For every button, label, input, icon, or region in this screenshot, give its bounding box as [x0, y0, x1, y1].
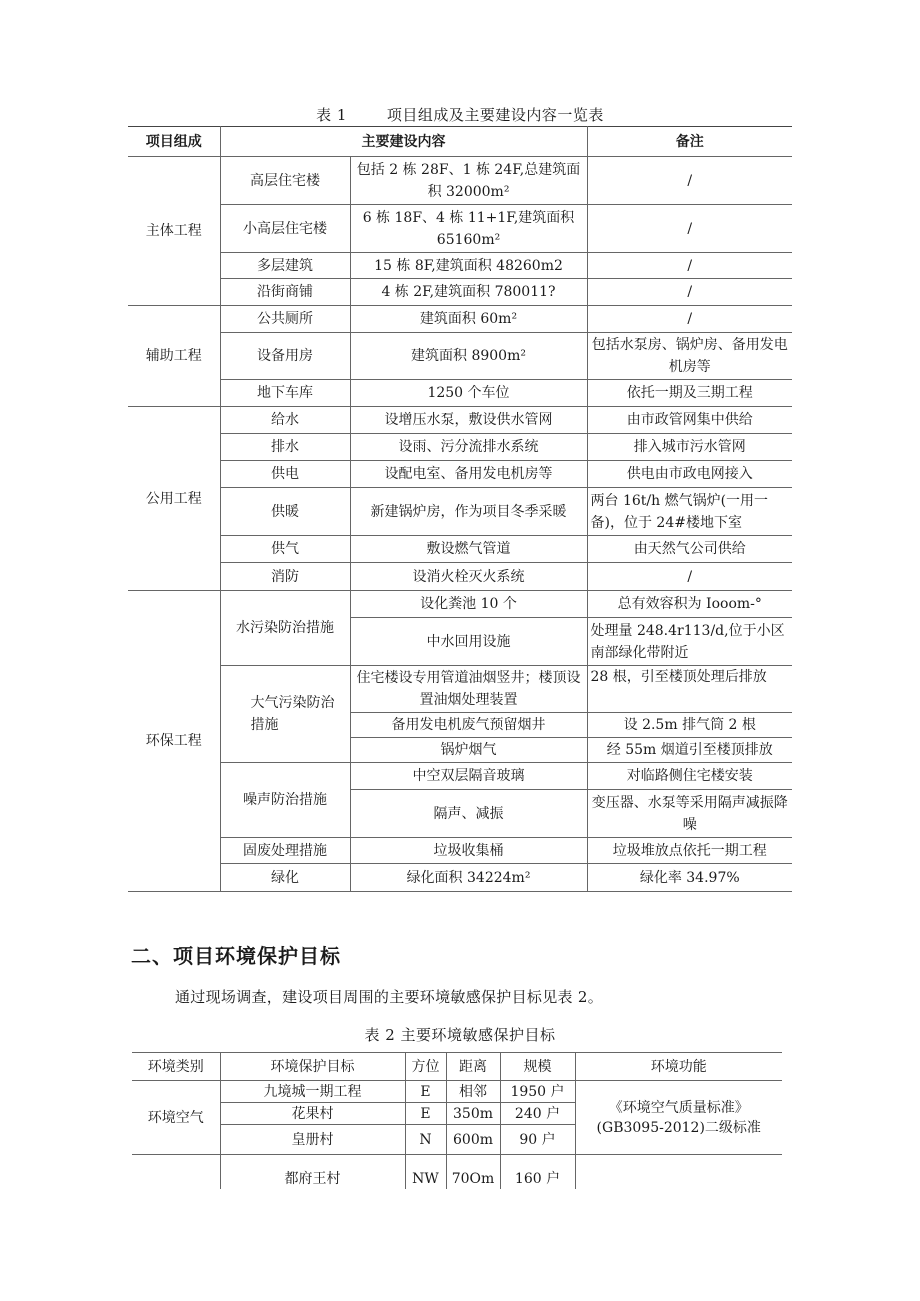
- content-cell: 4 栋 2F,建筑面积 780011?: [350, 279, 587, 306]
- table-row: [128, 253, 792, 279]
- project-composition-table: [128, 126, 792, 892]
- table-row: [128, 333, 792, 380]
- header-category: 环境类别: [132, 1053, 220, 1081]
- item-cell: 设备用房: [220, 333, 350, 380]
- category-cell-empty: [132, 1155, 220, 1189]
- sub-item-noise: 噪声防治措施: [220, 763, 350, 838]
- table-row: [128, 488, 792, 536]
- table-row: [128, 279, 792, 306]
- header-project-group: 项目组成: [128, 127, 220, 157]
- content-cell: 敷设燃气管道: [350, 536, 587, 563]
- table1-caption-title: 项目组成及主要建设内容一览表: [386, 106, 604, 124]
- content-cell: 绿化面积 34224m²: [350, 864, 587, 892]
- distance-cell: 70Om: [446, 1155, 500, 1189]
- table-row: [128, 666, 792, 713]
- table-row: [128, 157, 792, 205]
- note-cell: 排入城市污水管网: [587, 434, 792, 461]
- header-function: 环境功能: [575, 1053, 782, 1081]
- table-row: [128, 864, 792, 892]
- target-cell: 都府王村: [220, 1155, 405, 1189]
- content-cell: 6 栋 18F、4 栋 11+1F,建筑面积 65160m²: [350, 205, 587, 253]
- scale-cell: 90 户: [500, 1125, 575, 1155]
- sub-item-water-pollution: 水污染防治措施: [220, 591, 350, 666]
- section-heading: 二、项目环境保护目标: [131, 944, 341, 968]
- note-cell: 28 根，引至楼顶处理后排放: [587, 666, 792, 713]
- sub-item-air-pollution: 大气污染防治措施: [220, 666, 350, 763]
- table-row: [128, 306, 792, 333]
- table-row: [128, 205, 792, 253]
- target-cell: 九境城一期工程: [220, 1081, 405, 1103]
- function-standard-name: 《环境空气质量标准》: [608, 1099, 749, 1116]
- content-cell: 设配电室、备用发电机房等: [350, 461, 587, 488]
- item-cell: 消防: [220, 563, 350, 591]
- environment-protection-targets-table: [132, 1052, 782, 1189]
- item-cell: 高层住宅楼: [220, 157, 350, 205]
- content-cell: 中水回用设施: [350, 618, 587, 666]
- note-cell: 经 55m 烟道引至楼顶排放: [587, 738, 792, 763]
- scale-cell: 240 户: [500, 1103, 575, 1125]
- item-cell: 排水: [220, 434, 350, 461]
- direction-cell: NW: [405, 1155, 446, 1189]
- note-cell: /: [587, 157, 792, 205]
- content-cell: 1250 个车位: [350, 380, 587, 407]
- direction-cell: E: [405, 1103, 446, 1125]
- sub-item-solid-waste: 固废处理措施: [220, 838, 350, 864]
- content-cell: 中空双层隔音玻璃: [350, 763, 587, 790]
- note-cell: 对临路侧住宅楼安装: [587, 763, 792, 790]
- distance-cell: 600m: [446, 1125, 500, 1155]
- item-cell: 小高层住宅楼: [220, 205, 350, 253]
- header-target: 环境保护目标: [220, 1053, 405, 1081]
- content-cell: 包括 2 栋 28F、1 栋 24F,总建筑面积 32000m²: [350, 157, 587, 205]
- table-row: [128, 407, 792, 434]
- table-row: [128, 434, 792, 461]
- header-direction: 方位: [405, 1053, 446, 1081]
- note-cell: /: [587, 253, 792, 279]
- item-cell: 供气: [220, 536, 350, 563]
- item-cell: 多层建筑: [220, 253, 350, 279]
- content-cell: 设消火栓灭火系统: [350, 563, 587, 591]
- content-cell: 建筑面积 8900m²: [350, 333, 587, 380]
- item-cell: 地下车库: [220, 380, 350, 407]
- content-cell: 设雨、污分流排水系统: [350, 434, 587, 461]
- group-cell-auxiliary: 辅助工程: [128, 306, 220, 407]
- note-cell: /: [587, 205, 792, 253]
- content-cell: 15 栋 8F,建筑面积 48260m2: [350, 253, 587, 279]
- function-standard-grade: (GB3095-2012)二级标准: [596, 1119, 761, 1136]
- note-cell: /: [587, 306, 792, 333]
- table-row: [128, 536, 792, 563]
- item-cell: 沿街商铺: [220, 279, 350, 306]
- note-cell: 设 2.5m 排气筒 2 根: [587, 713, 792, 738]
- category-cell-air: 环境空气: [132, 1081, 220, 1155]
- note-cell: 变压器、水泵等采用隔声减振降噪: [587, 790, 792, 838]
- direction-cell: E: [405, 1081, 446, 1103]
- target-cell: 皇册村: [220, 1125, 405, 1155]
- table-row: [128, 838, 792, 864]
- group-cell-environmental: 环保工程: [128, 591, 220, 892]
- item-cell: 供电: [220, 461, 350, 488]
- table1-caption-number: 表 1: [316, 106, 347, 124]
- table2-caption: 表 2 主要环境敏感保护目标: [364, 1026, 556, 1044]
- function-cell: [575, 1081, 782, 1155]
- table-row: [128, 763, 792, 790]
- note-cell: /: [587, 563, 792, 591]
- table-row: [132, 1155, 782, 1189]
- content-cell: 设增压水泵，敷设供水管网: [350, 407, 587, 434]
- header-main-content: 主要建设内容: [220, 127, 587, 157]
- direction-cell: N: [405, 1125, 446, 1155]
- item-cell: 供暖: [220, 488, 350, 536]
- item-cell: 公共厕所: [220, 306, 350, 333]
- content-cell: 设化粪池 10 个: [350, 591, 587, 618]
- content-cell: 隔声、减振: [350, 790, 587, 838]
- note-cell: 绿化率 34.97%: [587, 864, 792, 892]
- content-cell: 锅炉烟气: [350, 738, 587, 763]
- group-cell-public: 公用工程: [128, 407, 220, 591]
- item-cell: 给水: [220, 407, 350, 434]
- distance-cell: 350m: [446, 1103, 500, 1125]
- table-header-row: [132, 1053, 782, 1081]
- content-cell: 建筑面积 60m²: [350, 306, 587, 333]
- function-cell-empty: [575, 1155, 782, 1189]
- table-row: [128, 591, 792, 618]
- note-cell: 垃圾堆放点依托一期工程: [587, 838, 792, 864]
- table-row: [128, 563, 792, 591]
- table-row: [128, 380, 792, 407]
- note-cell: 两台 16t/h 燃气锅炉(一用一备)，位于 24#楼地下室: [587, 488, 792, 536]
- header-distance: 距离: [446, 1053, 500, 1081]
- table-row: [128, 461, 792, 488]
- note-cell: 由市政管网集中供给: [587, 407, 792, 434]
- note-cell: 包括水泵房、锅炉房、备用发电机房等: [587, 333, 792, 380]
- content-cell: 新建锅炉房，作为项目冬季采暖: [350, 488, 587, 536]
- scale-cell: 1950 户: [500, 1081, 575, 1103]
- content-cell: 住宅楼设专用管道油烟竖井；楼顶设置油烟处理装置: [350, 666, 587, 713]
- section-paragraph: 通过现场调查，建设项目周围的主要环境敏感保护目标见表 2。: [175, 988, 604, 1006]
- distance-cell: 相邻: [446, 1081, 500, 1103]
- table-header-row: [128, 127, 792, 157]
- table-row: [132, 1081, 782, 1103]
- note-cell: 依托一期及三期工程: [587, 380, 792, 407]
- content-cell: 垃圾收集桶: [350, 838, 587, 864]
- table1-caption: [0, 104, 920, 125]
- header-scale: 规模: [500, 1053, 575, 1081]
- sub-item-greening: 绿化: [220, 864, 350, 892]
- header-note: 备注: [587, 127, 792, 157]
- note-cell: 处理量 248.4r113/d,位于小区南部绿化带附近: [587, 618, 792, 666]
- group-cell-main: 主体工程: [128, 157, 220, 306]
- note-cell: 由天然气公司供给: [587, 536, 792, 563]
- note-cell: 总有效容积为 Iooom-°: [587, 591, 792, 618]
- target-cell: 花果村: [220, 1103, 405, 1125]
- content-cell: 备用发电机废气预留烟井: [350, 713, 587, 738]
- note-cell: /: [587, 279, 792, 306]
- scale-cell: 160 户: [500, 1155, 575, 1189]
- note-cell: 供电由市政电网接入: [587, 461, 792, 488]
